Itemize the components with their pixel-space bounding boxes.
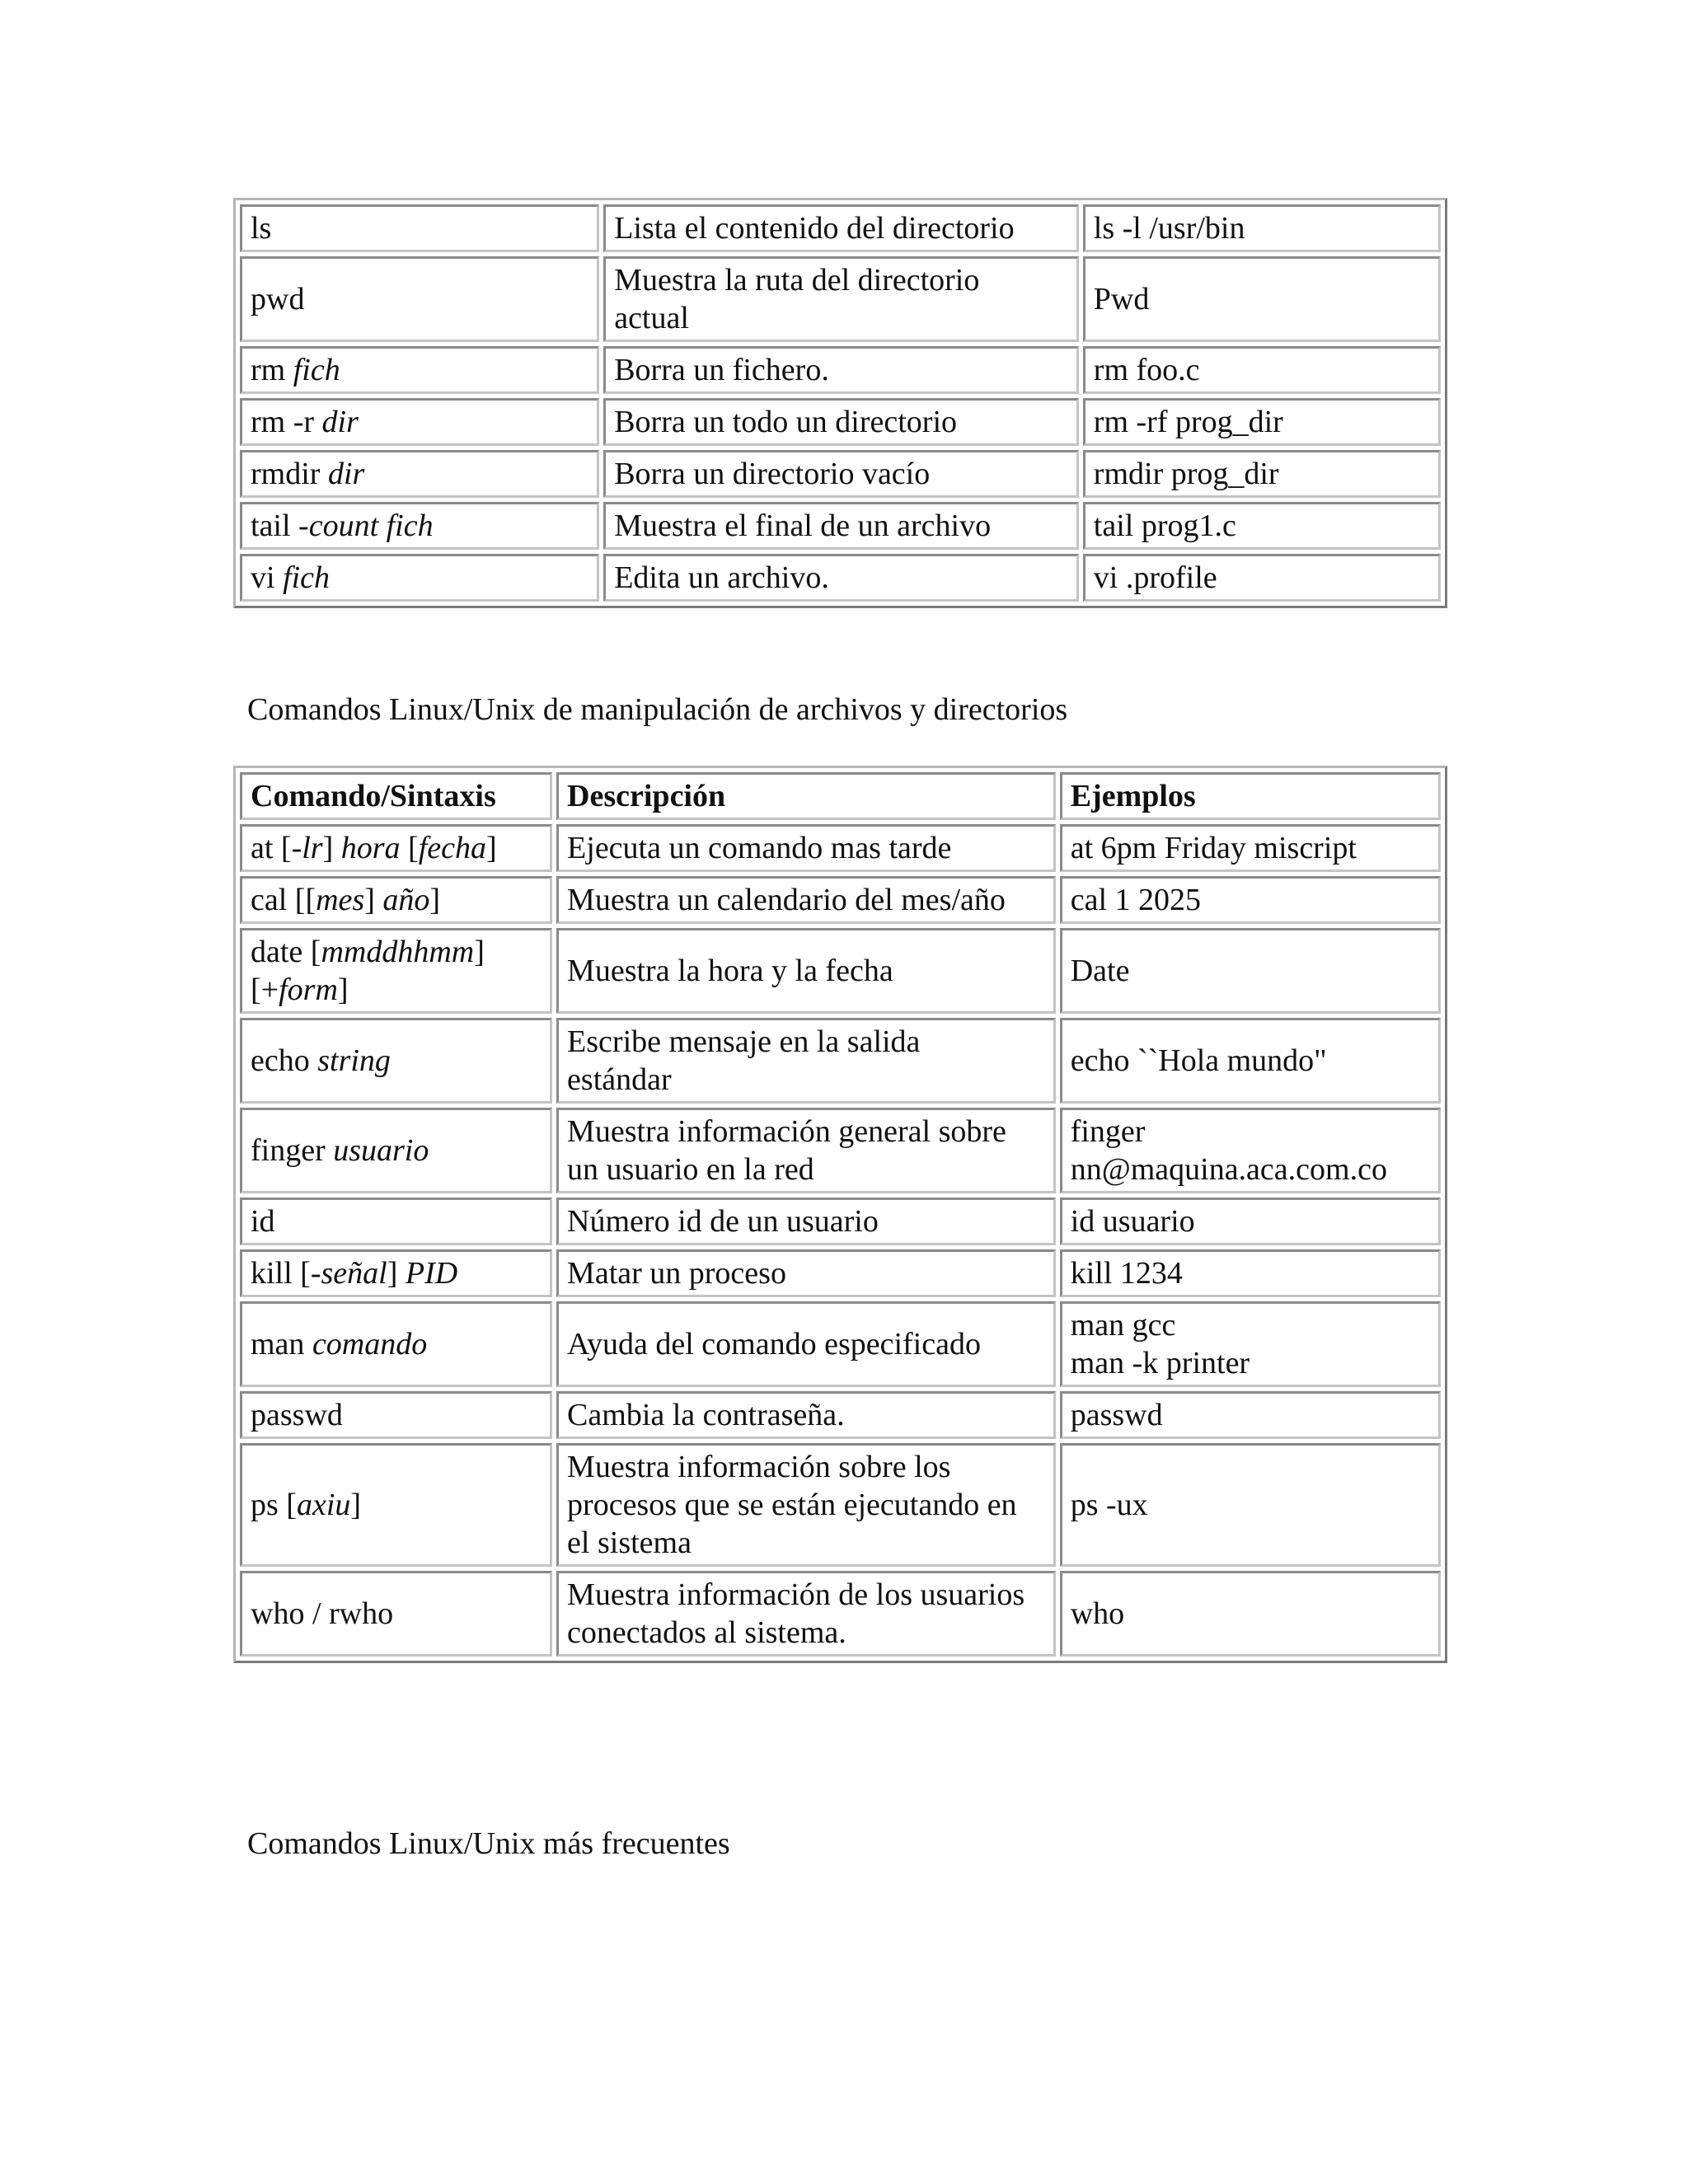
example-cell: [1060, 1018, 1441, 1104]
command-argument: PID: [405, 1256, 458, 1291]
command-text: who / rwho: [251, 1596, 394, 1631]
example-line: vi .profile: [1093, 560, 1217, 595]
table-row: [240, 1571, 1441, 1657]
description-cell: [603, 450, 1079, 498]
example-line: ls -l /usr/bin: [1093, 211, 1245, 246]
command-syntax-cell: [240, 1108, 552, 1193]
command-text: kill [-: [251, 1256, 321, 1291]
description-line: actual: [614, 301, 689, 335]
table-row: [240, 204, 1441, 252]
table-row: [240, 554, 1441, 602]
description-line: Muestra el final de un archivo: [614, 509, 992, 543]
command-text: man: [251, 1327, 312, 1361]
description-cell: [556, 876, 1056, 924]
table-row: [240, 1391, 1441, 1439]
command-text: [: [400, 831, 419, 865]
header-command-syntax: Comando/Sintaxis: [240, 772, 552, 820]
example-line: echo ``Hola mundo": [1070, 1043, 1327, 1078]
command-argument: señal: [321, 1256, 387, 1291]
command-text: rm -r: [251, 405, 322, 439]
command-text: tail -: [251, 509, 309, 543]
command-argument: dir: [327, 457, 365, 491]
example-line: Date: [1070, 954, 1130, 988]
example-cell: [1060, 1108, 1441, 1193]
description-line: Borra un todo un directorio: [614, 405, 957, 439]
header-examples: Ejemplos: [1060, 772, 1441, 820]
command-syntax-cell: [240, 1443, 552, 1567]
description-line: Muestra información de los usuarios: [567, 1577, 1025, 1612]
command-syntax-cell: [240, 204, 599, 252]
command-syntax-cell: [240, 1018, 552, 1104]
command-syntax-cell: [240, 824, 552, 872]
example-line: finger: [1070, 1114, 1146, 1149]
description-line: Ejecuta un comando mas tarde: [567, 831, 952, 865]
command-argument: lr: [302, 831, 323, 865]
description-line: conectados al sistema.: [567, 1615, 846, 1650]
description-line: Edita un archivo.: [614, 560, 829, 595]
command-syntax-cell: [240, 346, 599, 394]
description-cell: [556, 928, 1056, 1014]
command-syntax-cell: [240, 1301, 552, 1387]
example-cell: [1060, 1301, 1441, 1387]
command-text: ps [: [251, 1488, 297, 1522]
example-cell: [1083, 398, 1441, 446]
table-row: [240, 502, 1441, 550]
command-text: ]: [350, 1488, 362, 1522]
example-cell: [1083, 502, 1441, 550]
description-cell: [603, 204, 1079, 252]
description-cell: [603, 398, 1079, 446]
command-syntax-cell: [240, 502, 599, 550]
table-row: [240, 928, 1441, 1014]
example-line: rm -rf prog_dir: [1093, 405, 1283, 439]
description-cell: [603, 502, 1079, 550]
command-text: cal [[: [251, 883, 316, 917]
example-cell: [1060, 1249, 1441, 1297]
example-cell: [1060, 928, 1441, 1014]
example-cell: [1060, 824, 1441, 872]
example-line: ps -ux: [1070, 1488, 1148, 1522]
example-line: passwd: [1070, 1398, 1163, 1432]
table-row: [240, 450, 1441, 498]
example-line: man gcc: [1070, 1308, 1176, 1343]
description-line: procesos que se están ejecutando en: [567, 1488, 1017, 1522]
file-commands-caption: Comandos Linux/Unix de manipulación de archivos y directorios: [247, 692, 1068, 727]
command-text: rm: [251, 353, 293, 387]
command-text: ]: [429, 883, 441, 917]
command-text: id: [251, 1204, 275, 1239]
example-cell: [1060, 1571, 1441, 1657]
table-row: [240, 1443, 1441, 1567]
description-cell: [556, 1301, 1056, 1387]
command-syntax-cell: [240, 554, 599, 602]
description-cell: [556, 1571, 1056, 1657]
command-argument: count fich: [308, 509, 434, 543]
description-cell: [556, 824, 1056, 872]
description-cell: [603, 256, 1079, 342]
description-line: Muestra un calendario del mes/año: [567, 883, 1006, 917]
description-line: Borra un fichero.: [614, 353, 829, 387]
command-text: ]: [364, 883, 383, 917]
example-line: nn@maquina.aca.com.co: [1070, 1152, 1387, 1187]
command-text: finger: [251, 1133, 334, 1168]
file-commands-table: [233, 198, 1447, 608]
description-cell: [603, 554, 1079, 602]
command-argument: mes: [316, 883, 365, 917]
table-row: [240, 1249, 1441, 1297]
command-text: vi: [251, 560, 284, 595]
example-line: tail prog1.c: [1093, 509, 1236, 543]
description-cell: [556, 1197, 1056, 1245]
table-row: [240, 876, 1441, 924]
command-syntax-cell: [240, 450, 599, 498]
command-text: passwd: [251, 1398, 343, 1432]
example-line: cal 1 2025: [1070, 883, 1202, 917]
description-line: Número id de un usuario: [567, 1204, 879, 1239]
command-text: echo: [251, 1043, 318, 1078]
table-row: [240, 824, 1441, 872]
command-text: ]: [322, 831, 341, 865]
example-line: at 6pm Friday miscript: [1070, 831, 1357, 865]
command-argument: axiu: [296, 1488, 351, 1522]
description-cell: [556, 1391, 1056, 1439]
frequent-commands-caption: Comandos Linux/Unix más frecuentes: [247, 1826, 730, 1861]
description-cell: [556, 1443, 1056, 1567]
description-cell: [556, 1018, 1056, 1104]
command-syntax-cell: [240, 876, 552, 924]
command-text: ]: [486, 831, 497, 865]
description-cell: [556, 1249, 1056, 1297]
command-argument: dir: [321, 405, 359, 439]
command-argument: fich: [293, 353, 340, 387]
command-argument: hora: [340, 831, 401, 865]
description-line: Matar un proceso: [567, 1256, 786, 1291]
table-header-row: [240, 772, 1441, 820]
table-row: [240, 346, 1441, 394]
command-syntax-cell: [240, 1391, 552, 1439]
table-row: [240, 398, 1441, 446]
command-argument: fich: [283, 560, 331, 595]
command-text: ls: [251, 211, 272, 246]
description-cell: [556, 1108, 1056, 1193]
example-line: id usuario: [1070, 1204, 1195, 1239]
table-row: [240, 1301, 1441, 1387]
description-line: Ayuda del comando especificado: [567, 1327, 981, 1361]
command-argument: string: [317, 1043, 391, 1078]
example-cell: [1060, 1391, 1441, 1439]
example-cell: [1083, 256, 1441, 342]
description-line: Muestra la hora y la fecha: [567, 954, 893, 988]
example-cell: [1083, 204, 1441, 252]
command-text: ]: [337, 972, 349, 1007]
example-cell: [1083, 450, 1441, 498]
command-syntax-cell: [240, 1197, 552, 1245]
example-line: rm foo.c: [1093, 353, 1200, 387]
description-line: estándar: [567, 1062, 672, 1097]
table-row: [240, 1197, 1441, 1245]
command-text: at [-: [251, 831, 302, 865]
description-line: Lista el contenido del directorio: [614, 211, 1015, 246]
command-argument: usuario: [333, 1133, 429, 1168]
command-text: [+: [251, 972, 279, 1007]
description-cell: [603, 346, 1079, 394]
frequent-commands-table: [233, 766, 1447, 1663]
frequent-commands-table-body: [240, 824, 1441, 1657]
example-line: rmdir prog_dir: [1093, 457, 1279, 491]
example-line: Pwd: [1093, 282, 1150, 316]
command-argument: fecha: [418, 831, 486, 865]
description-line: Muestra la ruta del directorio: [614, 263, 980, 298]
example-cell: [1060, 1443, 1441, 1567]
description-line: Muestra información sobre los: [567, 1450, 951, 1484]
command-syntax-cell: [240, 256, 599, 342]
file-commands-table-body: [240, 204, 1441, 602]
description-line: Borra un directorio vacío: [614, 457, 931, 491]
command-text: ]: [387, 1256, 406, 1291]
frequent-commands-table-header: [240, 772, 1441, 820]
description-line: Escribe mensaje en la salida: [567, 1024, 921, 1059]
example-line: who: [1070, 1596, 1125, 1631]
table-row: [240, 1018, 1441, 1104]
command-argument: año: [382, 883, 430, 917]
command-argument: form: [279, 972, 338, 1007]
command-argument: mmddhhmm: [321, 935, 475, 969]
table-row: [240, 1108, 1441, 1193]
description-line: el sistema: [567, 1526, 692, 1560]
example-cell: [1060, 876, 1441, 924]
description-line: Cambia la contraseña.: [567, 1398, 845, 1432]
command-text: ]: [474, 935, 485, 969]
command-syntax-cell: [240, 1249, 552, 1297]
example-cell: [1083, 346, 1441, 394]
example-cell: [1083, 554, 1441, 602]
command-syntax-cell: [240, 1571, 552, 1657]
header-description: Descripción: [556, 772, 1056, 820]
example-line: man -k printer: [1070, 1346, 1250, 1380]
command-text: rmdir: [251, 457, 328, 491]
description-line: un usuario en la red: [567, 1152, 814, 1187]
command-argument: comando: [312, 1327, 428, 1361]
command-text: date [: [251, 935, 321, 969]
example-cell: [1060, 1197, 1441, 1245]
command-syntax-cell: [240, 398, 599, 446]
command-syntax-cell: [240, 928, 552, 1014]
example-line: kill 1234: [1070, 1256, 1183, 1291]
table-row: [240, 256, 1441, 342]
command-text: pwd: [251, 282, 305, 316]
description-line: Muestra información general sobre: [567, 1114, 1006, 1149]
